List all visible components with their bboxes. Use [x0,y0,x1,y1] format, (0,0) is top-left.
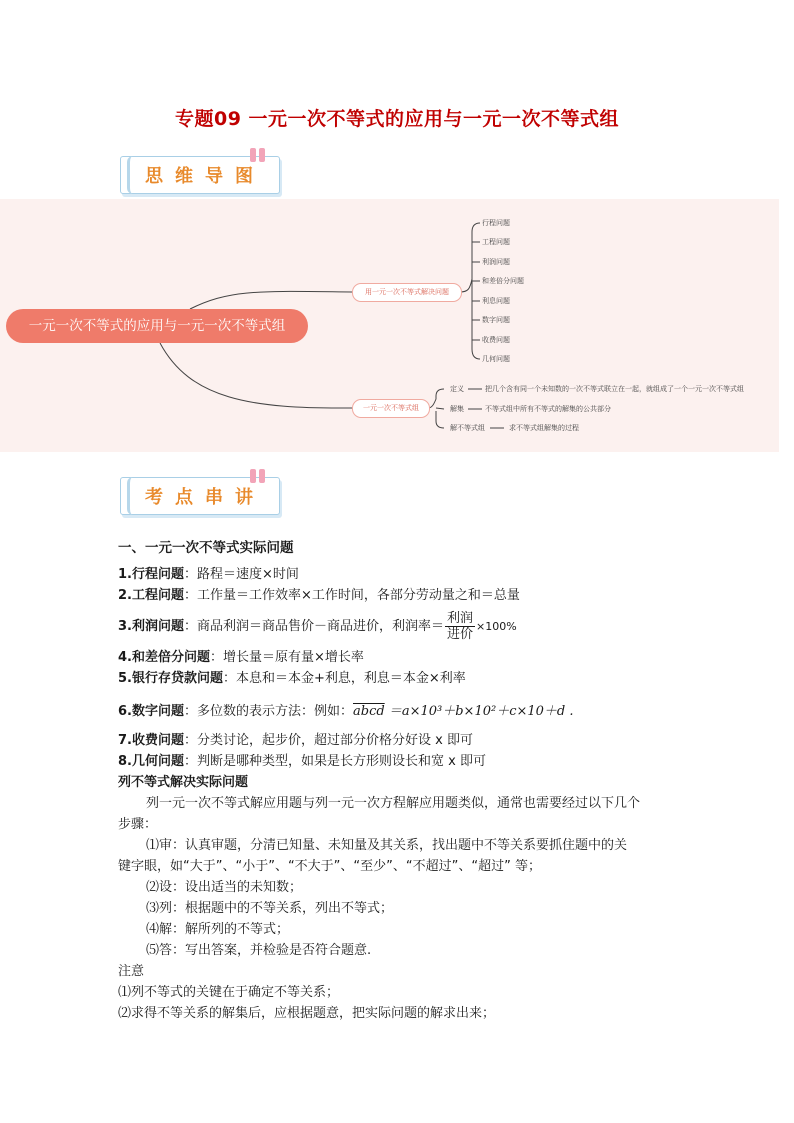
note-line: ⑵求得不等关系的解集后，应根据题意，把实际问题的解求出来； [118,1006,496,1021]
banner-label: 考点串讲 [145,487,265,508]
problem-item [118,650,364,666]
problem-text: ：工作量＝工作效率×工作时间，各部分劳动量之和＝总量 [183,588,520,603]
mindmap-leaf: 利息问题 [482,297,510,305]
step-line: ⑴审：认真审题，分清已知量、未知量及其关系，找出题中不等关系要抓住题中的关 [146,838,628,853]
mindmap-item-desc: 求不等式组解集的过程 [509,424,579,432]
problem-item [118,588,520,604]
problem-label: 2.工程问题 [118,588,184,603]
mindmap-item-desc: 把几个含有同一个未知数的一次不等式联立在一起，就组成了一个一元一次不等式组 [485,385,744,393]
step-line: ⑶列：根据题中的不等关系，列出不等式； [146,901,394,916]
connector-branch2 [160,343,352,408]
mindmap-leaf: 数字问题 [482,316,510,324]
mindmap-root: 一元一次不等式的应用与一元一次不等式组 [6,309,308,343]
profit-fraction [445,611,475,642]
step-line: ⑸答：写出答案，并检验是否符合题意. [146,943,372,958]
problem-label: 1.行程问题 [118,567,184,582]
problem-label: 4.和差倍分问题 [118,650,210,665]
mindmap-item-key: 定义 [450,385,464,393]
problem-label: 6.数字问题 [118,704,184,719]
problem-item [118,704,574,720]
mind-map [0,199,779,452]
mindmap-leaf: 利润问题 [482,258,510,266]
paragraph-line: 列一元一次不等式解应用题与列一元一次方程解应用题类似，通常也需要经过以下几个 [146,796,641,811]
problem-label: 8.几何问题 [118,754,184,769]
mindmap-item-key: 解集 [450,405,464,413]
problem-label: 5.银行存贷款问题 [118,671,223,686]
problem-text: ：路程＝速度×时间 [183,567,299,582]
mindmap-branch-system: 一元一次不等式组 [352,399,430,418]
step-line: ⑵设：设出适当的未知数； [146,880,303,895]
fraction-numerator: 利润 [447,611,474,626]
mindmap-leaf: 几何问题 [482,355,510,363]
mindmap-banner [120,152,280,194]
connector-branch1 [190,291,352,309]
problem-text: ：商品利润＝商品售价－商品进价，利润率＝ [183,619,444,634]
subsection-heading: 列不等式解决实际问题 [118,775,249,790]
digits-formula: ＝a×10³＋b×10²＋c×10＋d . [388,704,574,719]
section-heading: 一、一元一次不等式实际问题 [118,540,294,556]
problem-item [118,733,473,749]
mindmap-leaf: 行程问题 [482,219,510,227]
problem-item [118,567,299,583]
problem-item [118,671,466,687]
problem-text: ：多位数的表示方法：例如： [183,704,353,719]
problem-label: 7.收费问题 [118,733,184,748]
mindmap-item-key: 解不等式组 [450,424,485,432]
note-heading: 注意 [118,964,145,979]
problem-text: ：分类讨论，起步价，超过部分价格分好设 x 即可 [183,733,473,748]
problem-tail: ×100% [476,620,517,633]
mindmap-leaf: 收费问题 [482,336,510,344]
problem-item [118,610,517,644]
step-line: 键字眼，如“大于”、“小于”、“不大于”、“至少”、“不超过”、“超过” 等； [118,859,541,874]
paperclip-icon [250,148,268,162]
mindmap-branch-problems: 用一元一次不等式解决问题 [352,283,462,302]
mindmap-leaf: 工程问题 [482,238,510,246]
mindmap-item-desc: 不等式组中所有不等式的解集的公共部分 [485,405,611,413]
mindmap-leaf: 和差倍分问题 [482,277,524,285]
problem-text: ：本息和＝本金+利息，利息＝本金×利率 [222,671,466,686]
connector-leaf-bottom [472,279,480,359]
problem-item [118,754,486,770]
fraction-denominator: 进价 [447,627,474,642]
connector-leaf-top [460,223,480,292]
banner-label: 思维导图 [145,166,265,187]
note-line: ⑴列不等式的关键在于确定不等关系； [118,985,340,1000]
keypoints-banner [120,473,280,515]
problem-text: ：增长量＝原有量×增长率 [209,650,364,665]
paperclip-icon [250,469,268,483]
problem-text: ：判断是哪种类型，如果是长方形则设长和宽 x 即可 [183,754,486,769]
problem-label: 3.利润问题 [118,619,184,634]
paragraph-line: 步骤： [118,817,158,832]
step-line: ⑷解：解所列的不等式； [146,922,290,937]
digits-overline: abcd [353,704,385,719]
document-title: 专题09 一元一次不等式的应用与一元一次不等式组 [174,108,620,130]
